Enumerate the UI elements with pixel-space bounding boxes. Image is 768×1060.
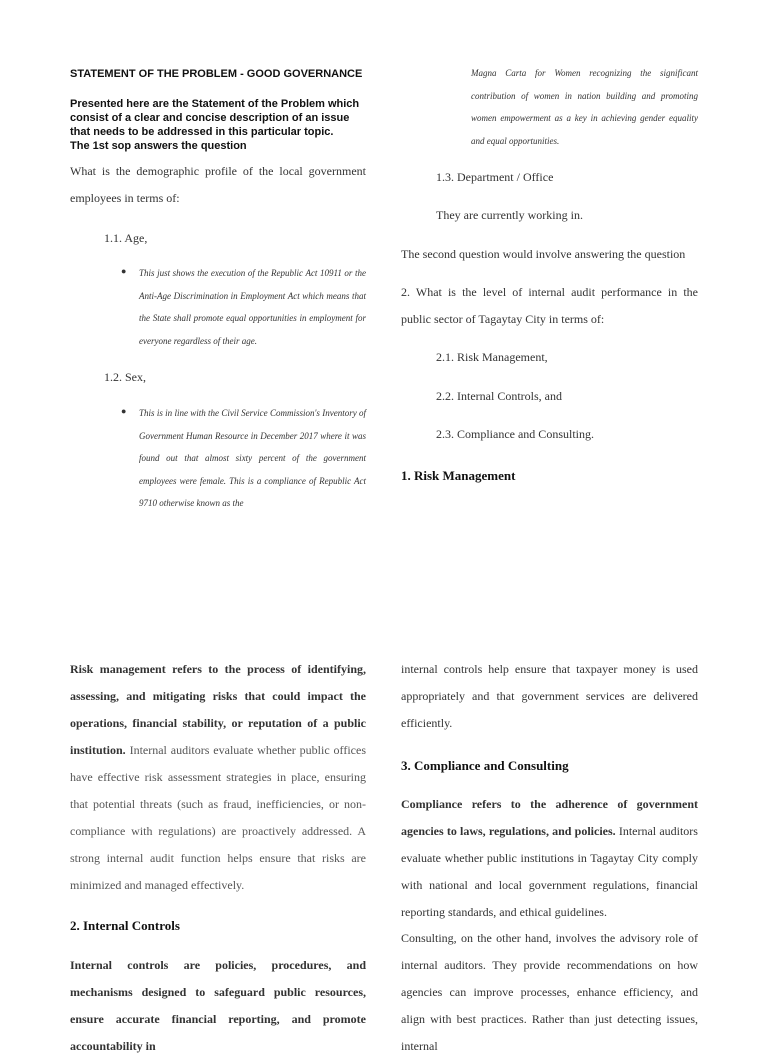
item-2-3: 2.3. Compliance and Consulting.: [436, 427, 594, 441]
internal-controls-paragraph: [70, 952, 366, 1060]
note-age: This just shows the execution of the Republic Act 10911 or the Anti-Age Discrimination in Employment Act which means that the State shall promote equal opportunities in employment for everyone regardless of their age.: [139, 268, 366, 346]
item-department: 1.3. Department / Office: [436, 170, 554, 184]
item-age: 1.1. Age,: [104, 231, 148, 245]
consulting-paragraph: Consulting, on the other hand, involves the advisory role of internal auditors. They provide recommendations on how agencies can improve processes, enhance efficiency, and align with best practices. Rather than just detecting issues, internal: [401, 931, 698, 1053]
intro-paragraph: [70, 97, 370, 153]
item-2-1: 2.1. Risk Management,: [436, 350, 548, 364]
risk-management-paragraph: [70, 656, 366, 899]
internal-controls-continued: internal controls help ensure that taxpayer money is used appropriately and that government services are delivered efficiently.: [401, 662, 698, 730]
heading-compliance-consulting: 3. Compliance and Consulting: [401, 758, 569, 773]
rm-rest-text: Internal auditors evaluate whether public offices have effective risk assessment strategies in place, ensuring that potential threats (such as fraud, inefficiencies, or non-compliance with regulations) are proactively addressed. A strong internal audit function helps ensure that risks are minimized and managed effectively.: [70, 743, 366, 892]
bullet-icon: ●: [121, 406, 127, 416]
note-sex: This is in line with the Civil Service Commission's Inventory of Government Human Resource in December 2017 where it was found out that almost sixty percent of the government employees were female. This is a compliance of Republic Act 9710 otherwise known as the: [139, 408, 366, 508]
item-sex: 1.2. Sex,: [104, 370, 146, 384]
note-sex-continued: Magna Carta for Women recognizing the significant contribution of women in nation building and promoting women empowerment as a key in achieving gender equality and equal opportunities.: [471, 68, 698, 146]
document-title: STATEMENT OF THE PROBLEM - GOOD GOVERNANCE: [70, 68, 363, 80]
question-1-text: What is the demographic profile of the local government employees in terms of:: [70, 164, 366, 205]
cc-rest-text: Internal auditors evaluate whether public institutions in Tagaytay City comply with national and local government regulations, financial reporting standards, and ethical guidelines.: [401, 824, 698, 919]
rm-bold-text: Risk management refers to the process of identifying, assessing, and mitigating risks that could impact the operations, financial stability, or reputation of a public institution.: [70, 662, 366, 757]
question-2: 2. What is the level of internal audit performance in the public sector of Tagaytay City in terms of:: [401, 285, 698, 326]
cc-bold-text: Compliance refers to the adherence of government agencies to laws, regulations, and policies.: [401, 797, 698, 838]
heading-risk-management: 1. Risk Management: [401, 468, 516, 483]
compliance-paragraph: [401, 791, 698, 926]
department-text: They are currently working in.: [436, 208, 583, 222]
heading-internal-controls: 2. Internal Controls: [70, 918, 180, 933]
question-1: [70, 158, 366, 212]
ic-bold-text: Internal controls are policies, procedures, and mechanisms designed to safeguard public resources, ensure accurate financial reporting, and promote accountability in: [70, 958, 366, 1053]
item-2-2: 2.2. Internal Controls, and: [436, 389, 562, 403]
intro-text: Presented here are the Statement of the Problem which consist of a clear and concise description of an issue that needs to be addressed in this particular topic.: [70, 98, 360, 138]
bullet-icon: ●: [121, 266, 127, 276]
second-question-intro: The second question would involve answering the question: [401, 247, 686, 261]
intro-line2: The 1st sop answers the question: [70, 140, 247, 152]
